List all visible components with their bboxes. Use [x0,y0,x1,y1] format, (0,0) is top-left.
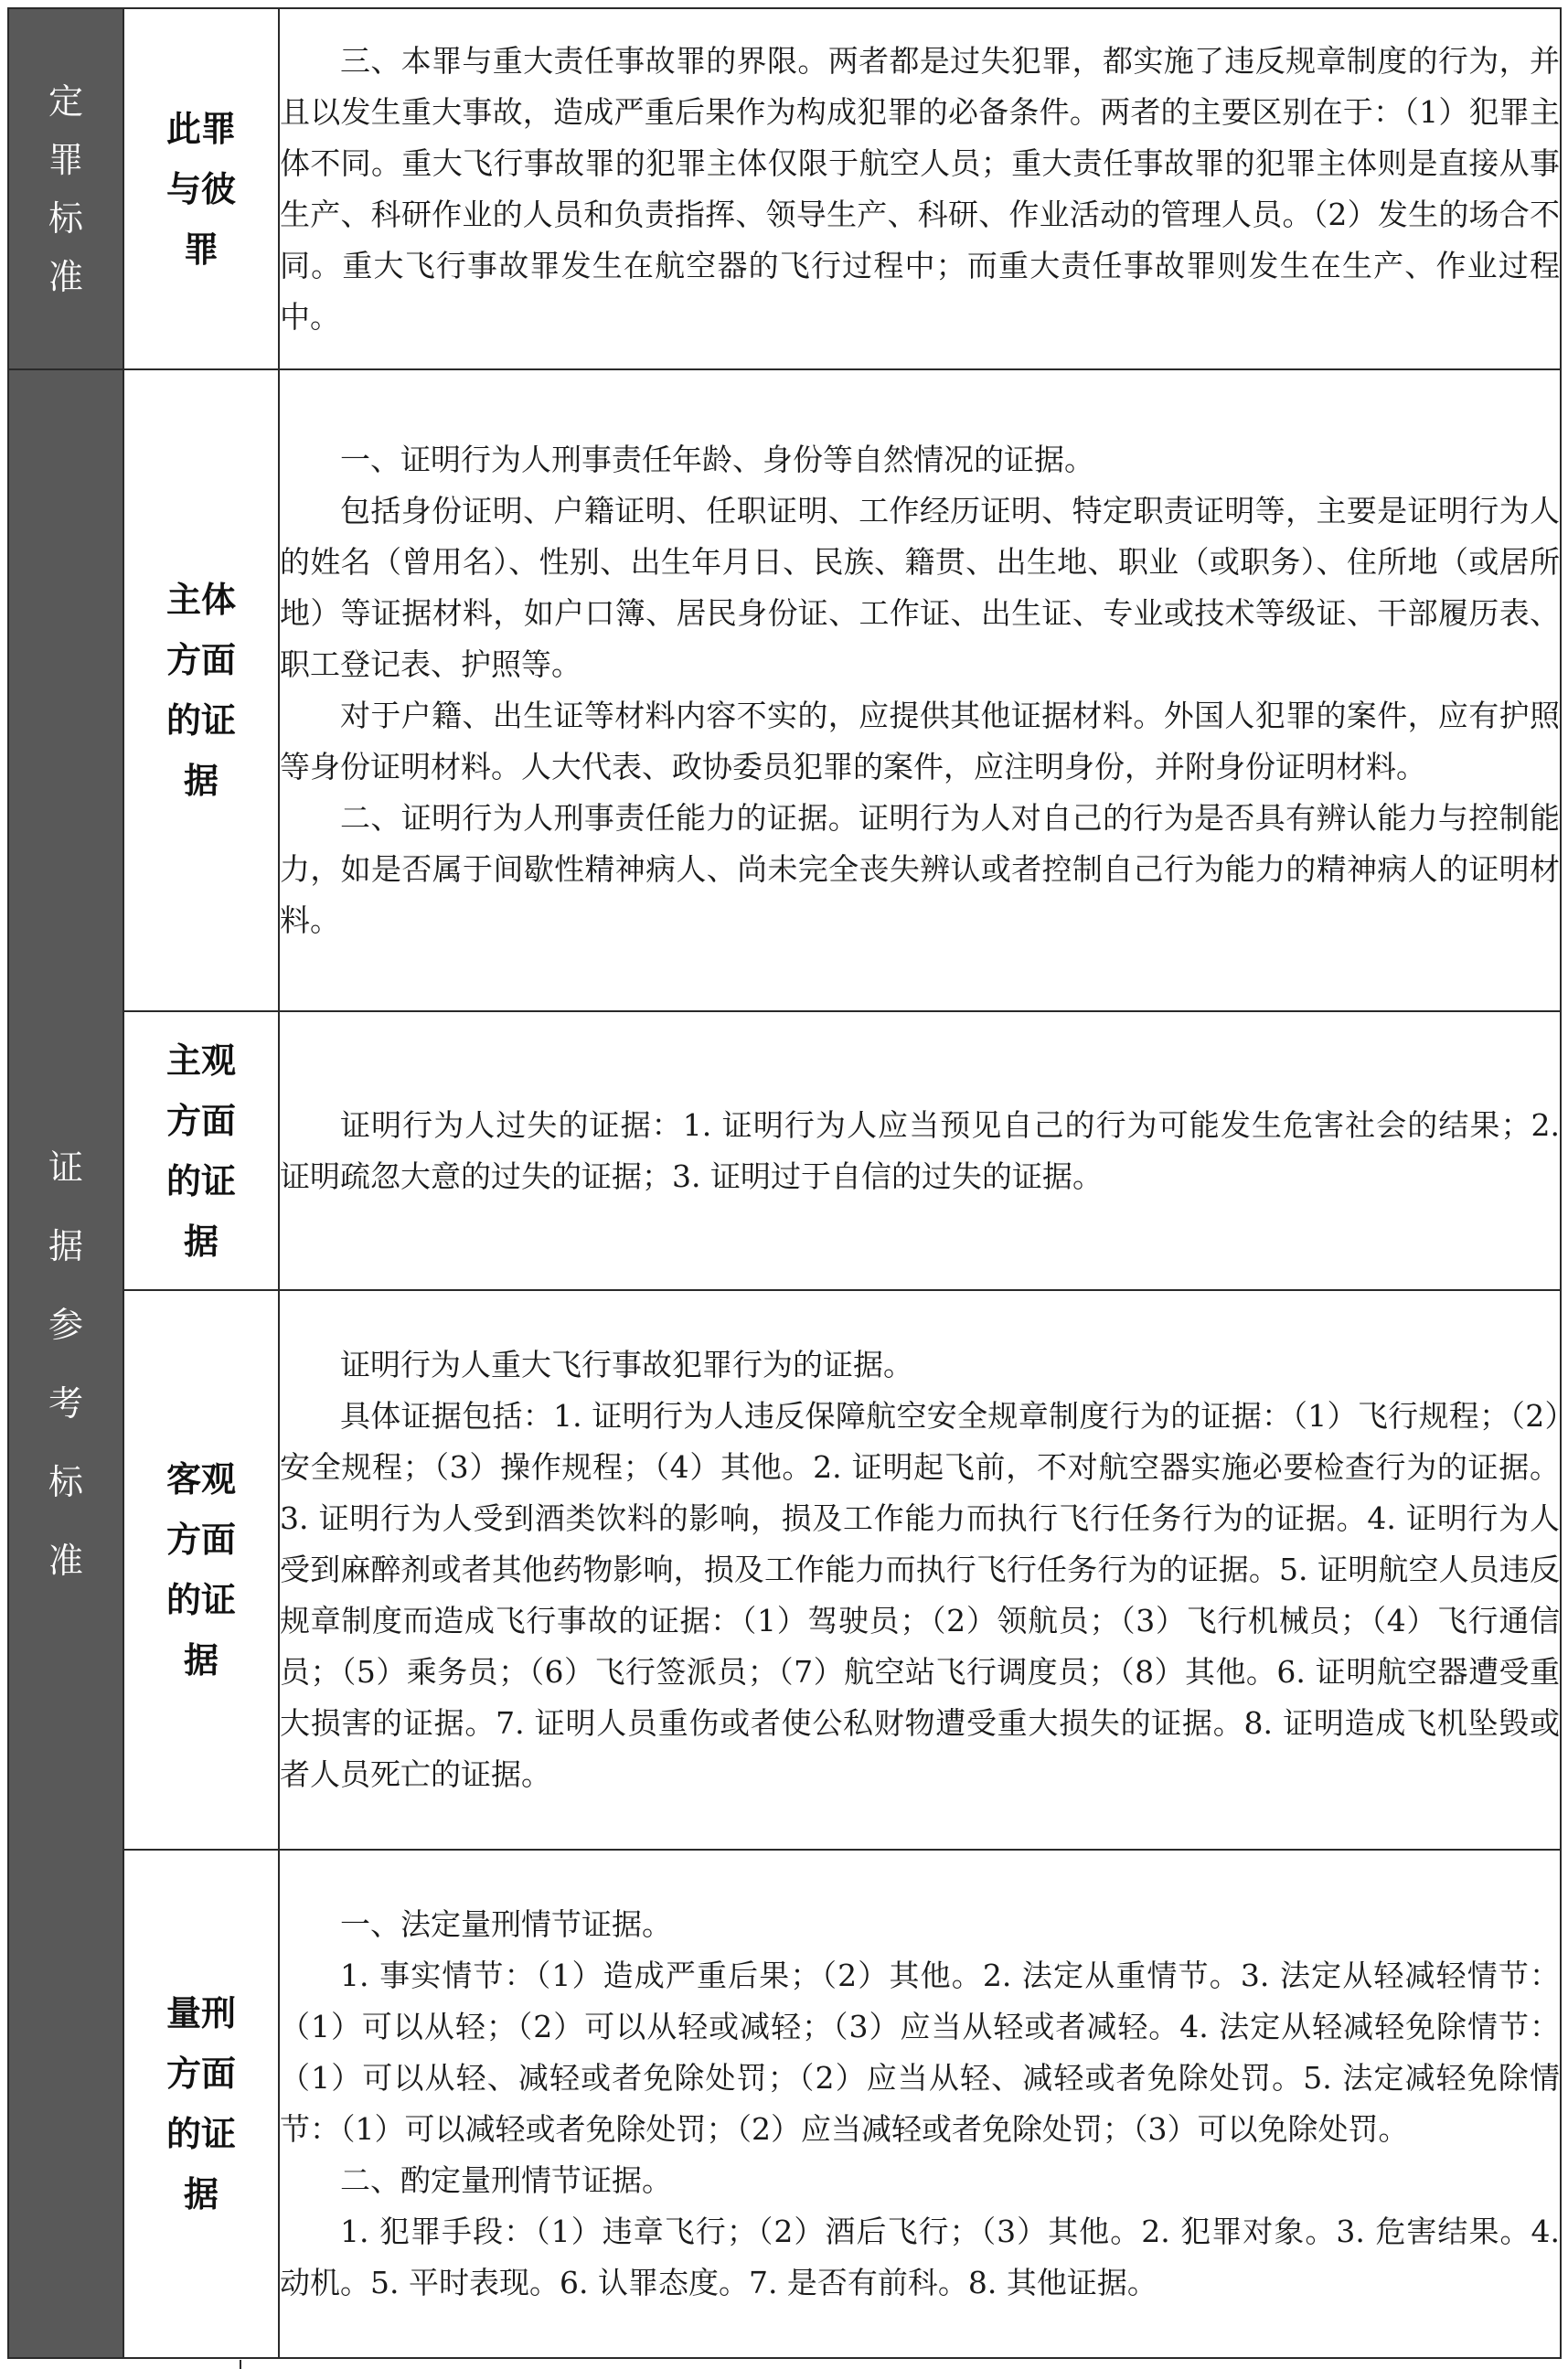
paragraph: 证明行为人重大飞行事故犯罪行为的证据。 [340,1347,913,1382]
sub-label: 此罪与彼罪 [165,108,236,270]
sub-label: 主体方面的证据 [165,580,236,801]
table-row [8,1011,1561,1290]
category-cell-evidence [8,369,123,2358]
content-cell [279,1850,1561,2358]
page-edge-mark [240,2360,241,2369]
sub-label: 客观方面的证据 [165,1459,236,1681]
paragraph: 对于户籍、出生证等材料内容不实的，应提供其他证据材料。外国人犯罪的案件，应有护照等身份证明材料。人大代表、政协委员犯罪的案件，应注明身份，并附身份证明材料。 [280,698,1560,784]
paragraph: 证明行为人过失的证据：1. 证明行为人应当预见自己的行为可能发生危害社会的结果；2. 证明疏忽大意的过失的证据；3. 证明过于自信的过失的证据。 [280,1106,1560,1194]
sub-label-cell [123,369,279,1011]
content-cell [279,369,1561,1011]
category-label: 证据参考标准 [48,1147,83,1581]
paragraph: 一、法定量刑情节证据。 [340,1906,672,1942]
content-cell [279,1290,1561,1850]
category-label: 定罪标准 [48,80,83,297]
paragraph: 1. 事实情节：（1）造成严重后果；（2）其他。2. 法定从重情节。3. 法定从轻减轻情节：（1）可以从轻；（2）可以从轻或减轻；（3）应当从轻或者减轻。4. 法定从轻减轻免除情节：（1）可以从轻、减轻或者免除处罚；（2）应当从轻、减轻或者免除处罚。5. 法定减轻免除情节：（1）可以减轻或者免除处罚；（2）应当减轻或者免除处罚；（3）可以免除处罚。 [280,1958,1560,2147]
table-row [8,369,1561,1011]
sub-label-cell [123,8,279,369]
evidence-standards-table [7,7,1562,2359]
sub-label-cell [123,1011,279,1290]
sub-label: 量刑方面的证据 [165,1993,236,2214]
sub-label: 主观方面的证据 [165,1040,236,1262]
content-cell [279,8,1561,369]
sub-label-cell [123,1290,279,1850]
paragraph: 1. 犯罪手段：（1）违章飞行；（2）酒后飞行；（3）其他。2. 犯罪对象。3. 危害结果。4. 动机。5. 平时表现。6. 认罪态度。7. 是否有前科。8. 其他证据。 [280,2214,1560,2300]
paragraph: 二、证明行为人刑事责任能力的证据。证明行为人对自己的行为是否具有辨认能力与控制能力，如是否属于间歇性精神病人、尚未完全丧失辨认或者控制自己行为能力的精神病人的证明材料。 [280,800,1560,938]
paragraph: 三、本罪与重大责任事故罪的界限。两者都是过失犯罪，都实施了违反规章制度的行为，并且以发生重大事故，造成严重后果作为构成犯罪的必备条件。两者的主要区别在于：（1）犯罪主体不同。重大飞行事故罪的犯罪主体仅限于航空人员；重大责任事故罪的犯罪主体则是直接从事生产、科研作业的人员和负责指挥、领导生产、科研、作业活动的管理人员。（2）发生的场合不同。重大飞行事故罪发生在航空器的飞行过程中；而重大责任事故罪则发生在生产、作业过程中。 [280,42,1560,335]
category-cell-conviction [8,8,123,369]
paragraph: 一、证明行为人刑事责任年龄、身份等自然情况的证据。 [340,442,1094,477]
table-row [8,1290,1561,1850]
paragraph: 包括身份证明、户籍证明、任职证明、工作经历证明、特定职责证明等，主要是证明行为人的姓名（曾用名）、性别、出生年月日、民族、籍贯、出生地、职业（或职务）、住所地（或居所地）等证据材料，如户口簿、居民身份证、工作证、出生证、专业或技术等级证、干部履历表、职工登记表、护照等。 [280,493,1560,682]
content-cell [279,1011,1561,1290]
paragraph: 具体证据包括：1. 证明行为人违反保障航空安全规章制度行为的证据：（1）飞行规程；（2）安全规程；（3）操作规程；（4）其他。2. 证明起飞前，不对航空器实施必要检查行为的证据。3. 证明行为人受到酒类饮料的影响，损及工作能力而执行飞行任务行为的证据。4. 证明行为人受到麻醉剂或者其他药物影响，损及工作能力而执行飞行任务行为的证据。5. 证明航空人员违反规章制度而造成飞行事故的证据：（1）驾驶员；（2）领航员；（3）飞行机械员；（4）飞行通信员；（5）乘务员；（6）飞行签派员；（7）航空站飞行调度员；（8）其他。6. 证明航空器遭受重大损害的证据。7. 证明人员重伤或者使公私财物遭受重大损失的证据。8. 证明造成飞机坠毁或者人员死亡的证据。 [280,1398,1560,1792]
table-row [8,8,1561,369]
sub-label-cell [123,1850,279,2358]
paragraph: 二、酌定量刑情节证据。 [340,2162,672,2198]
table-row [8,1850,1561,2358]
